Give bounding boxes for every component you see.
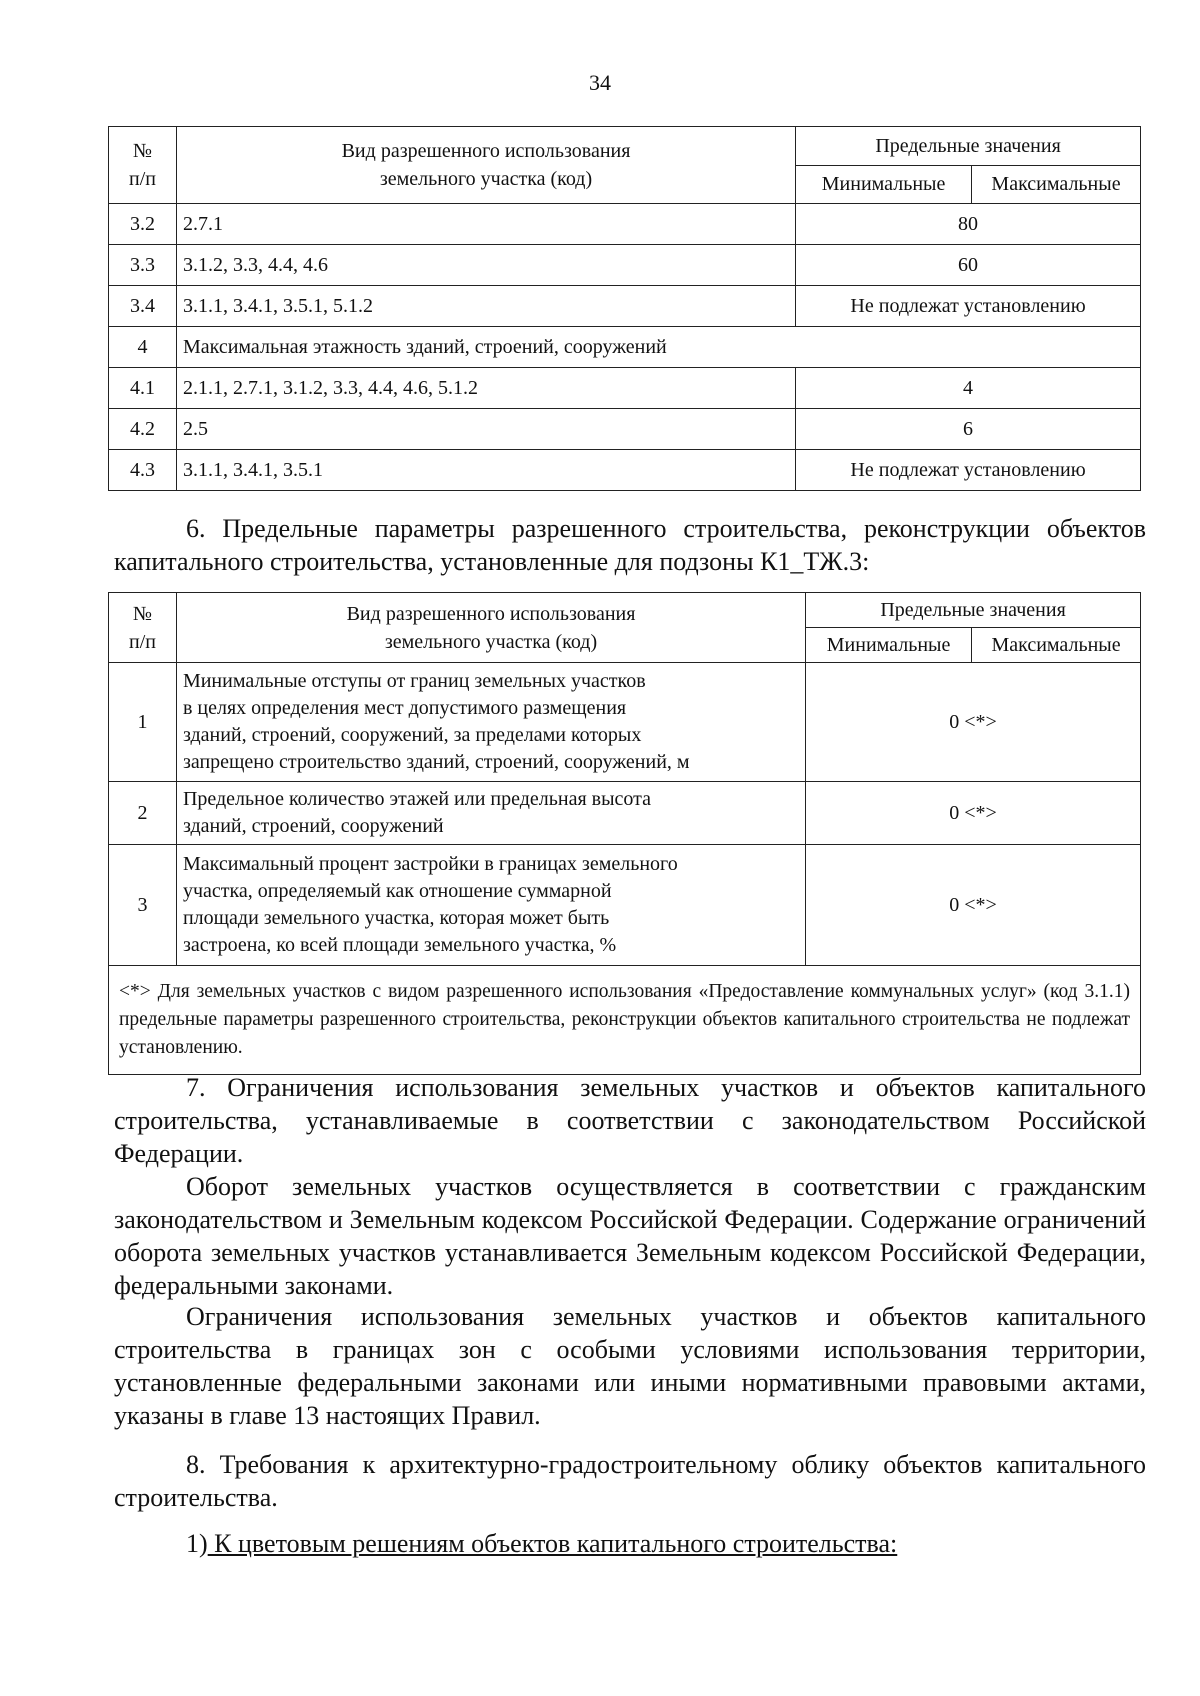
row-value: 0 <*> [806, 663, 1141, 782]
header-num: № п/п [109, 593, 177, 663]
row-value: 6 [796, 409, 1141, 450]
section-8-title: 8. Требования к архитектурно-градостроительному облику объектов капитального строительства. [114, 1450, 1146, 1512]
row-type: Максимальный процент застройки в границах земельного участка, определяемый как отношение суммарной площади земельного участка, которая может быть застроена, ко всей площади земельного участка, % [176, 845, 805, 966]
row-value: Не подлежат установлению [796, 450, 1141, 491]
row-type: Предельное количество этажей или предельная высота зданий, строений, сооружений [176, 782, 805, 845]
row-value: Не подлежат установлению [796, 286, 1141, 327]
row-type: Минимальные отступы от границ земельных участков в целях определения мест допустимого размещения зданий, строений, сооружений, за пределами которых запрещено строительство зданий, строений, сооружений, м [176, 663, 805, 782]
row-type: Максимальная этажность зданий, строений, сооружений [176, 327, 1140, 368]
table-row [109, 409, 1141, 450]
row-type: 3.1.1, 3.4.1, 3.5.1 [176, 450, 795, 491]
row-num: 3.4 [109, 286, 177, 327]
row-type: 2.7.1 [176, 204, 795, 245]
row-type: 2.5 [176, 409, 795, 450]
row-type: 3.1.2, 3.3, 4.4, 4.6 [176, 245, 795, 286]
row-value: 4 [796, 368, 1141, 409]
row-value: 60 [796, 245, 1141, 286]
row-num: 4.3 [109, 450, 177, 491]
section-6-text: 6. Предельные параметры разрешенного строительства, реконструкции объектов капитального строительства, установленные для подзоны К1_ТЖ.3: [114, 514, 1146, 576]
table-row [109, 450, 1141, 491]
table-row [109, 245, 1141, 286]
header-max: Максимальные [972, 166, 1141, 204]
table-row [109, 204, 1141, 245]
row-value: 80 [796, 204, 1141, 245]
header-type: Вид разрешенного использования земельного участка (код) [176, 127, 795, 204]
limits-table-2 [108, 592, 1141, 1075]
header-min: Минимальные [806, 628, 972, 663]
table-row [109, 327, 1141, 368]
section-8-subitem [186, 1527, 1086, 1560]
row-num: 4.1 [109, 368, 177, 409]
table-row [109, 845, 1141, 966]
page-number: 34 [589, 70, 611, 95]
section-7-title: 7. Ограничения использования земельных участков и объектов капитального строительства, устанавливаемые в соответствии с законодательством Российской Федерации. [114, 1073, 1146, 1168]
header-num: № п/п [109, 127, 177, 204]
table-row [109, 368, 1141, 409]
row-num: 4 [109, 327, 177, 368]
table-footnote-row [109, 966, 1141, 1075]
table-row [109, 663, 1141, 782]
row-num: 1 [109, 663, 177, 782]
row-value: 0 <*> [806, 845, 1141, 966]
row-type: 2.1.1, 2.7.1, 3.1.2, 3.3, 4.4, 4.6, 5.1.2 [176, 368, 795, 409]
row-num: 3.2 [109, 204, 177, 245]
row-type: 3.1.1, 3.4.1, 3.5.1, 5.1.2 [176, 286, 795, 327]
row-num: 3.3 [109, 245, 177, 286]
header-limits: Предельные значения [796, 127, 1141, 166]
header-max: Максимальные [972, 628, 1141, 663]
header-type: Вид разрешенного использования земельного участка (код) [176, 593, 805, 663]
header-limits: Предельные значения [806, 593, 1141, 628]
section-7-paragraph-1: Оборот земельных участков осуществляется в соответствии с гражданским законодательством и Земельным кодексом Российской Федерации. Содержание ограничений оборота земельных участков устанавливается Земельным кодексом Российской Федерации, федеральными законами. [114, 1172, 1146, 1300]
row-num: 4.2 [109, 409, 177, 450]
row-value: 0 <*> [806, 782, 1141, 845]
table-row [109, 286, 1141, 327]
subitem-number: 1) [186, 1529, 208, 1558]
subitem-text: К цветовым решениям объектов капитального строительства: [207, 1529, 898, 1558]
row-num: 2 [109, 782, 177, 845]
header-min: Минимальные [796, 166, 972, 204]
limits-table-1 [108, 126, 1141, 491]
section-7-paragraph-2: Ограничения использования земельных участков и объектов капитального строительства в границах зон с особыми условиями использования территории, установленные федеральными законами или иными нормативными правовыми актами, указаны в главе 13 настоящих Правил. [114, 1302, 1146, 1430]
table-row [109, 782, 1141, 845]
table-footnote: <*> Для земельных участков с видом разрешенного использования «Предоставление коммунальных услуг» (код 3.1.1) предельные параметры разрешенного строительства, реконструкции объектов капитального строительства не подлежат установлению. [109, 966, 1141, 1075]
row-num: 3 [109, 845, 177, 966]
